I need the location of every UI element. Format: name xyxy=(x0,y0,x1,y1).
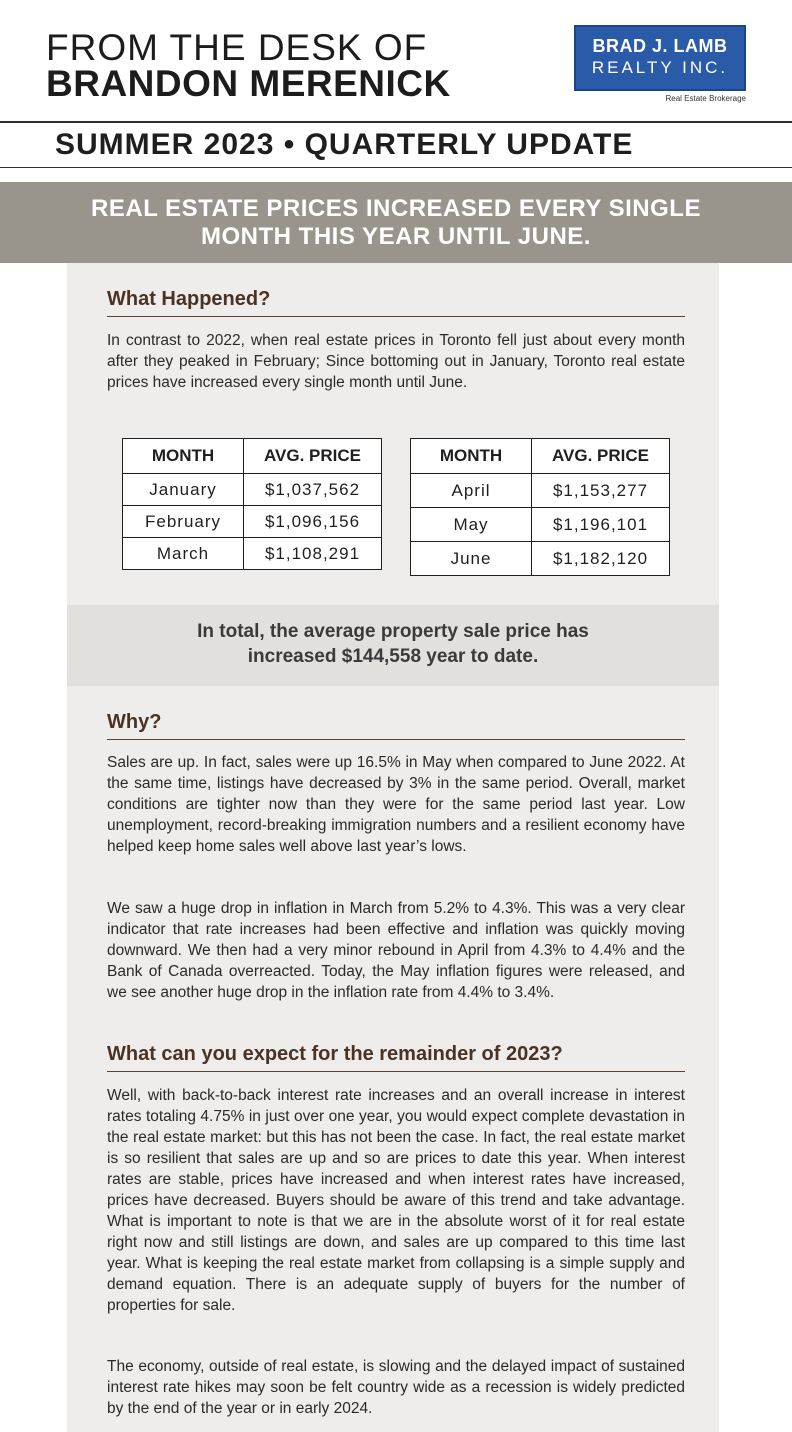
price-cell: $1,108,291 xyxy=(244,538,382,570)
page-header xyxy=(0,0,792,122)
price-cell: $1,182,120 xyxy=(532,542,670,576)
month-cell: May xyxy=(411,508,532,542)
table-row xyxy=(123,474,382,506)
month-cell: June xyxy=(411,542,532,576)
column-header-month: MONTH xyxy=(123,439,244,474)
quarter-title: SUMMER 2023 • QUARTERLY UPDATE xyxy=(55,128,634,161)
month-cell: February xyxy=(123,506,244,538)
from-line: FROM THE DESK OF xyxy=(46,27,428,68)
table-row xyxy=(411,508,670,542)
price-cell: $1,196,101 xyxy=(532,508,670,542)
why-heading: Why? xyxy=(107,710,685,740)
what-happened-heading: What Happened? xyxy=(107,287,685,317)
price-cell: $1,096,156 xyxy=(244,506,382,538)
price-table-right xyxy=(410,438,670,576)
headline-banner xyxy=(0,182,792,263)
brokerage-logo xyxy=(574,25,746,91)
header-divider-bottom xyxy=(0,167,792,168)
month-cell: April xyxy=(411,474,532,508)
column-header-month: MONTH xyxy=(411,439,532,474)
total-callout xyxy=(67,605,719,686)
callout-line-1: In total, the average property sale price has xyxy=(197,621,589,642)
table-row xyxy=(411,542,670,576)
what-happened-text: In contrast to 2022, when real estate prices in Toronto fell just about every month after they peaked in February; Since bottoming out in January, Toronto real estate prices have increased every single month until June. xyxy=(107,332,685,391)
expect-heading: What can you expect for the remainder of 2023? xyxy=(107,1042,685,1072)
expect-paragraph-1: Well, with back-to-back interest rate increases and an overall increase in interest rates totaling 4.75% in just over one year, you would expect complete devastation in the real estate market: but this has not been the case. In fact, the real estate market is so resilient that sales are up and so are prices to date this year. When interest rates are stable, prices have increased and when interest rates have increased, prices have decreased. Buyers should be aware of this trend and take advantage. What is important to note is that we are in the absolute worst of it for real estate right now and still listings are down, and sales are up compared to this time last year. What is keeping the real estate market from collapsing is a simple supply and demand equation. There is an adequate supply of buyers for the number of properties for sale. xyxy=(107,1087,685,1314)
why-paragraph-1: Sales are up. In fact, sales were up 16.5% in May when compared to June 2022. At the same time, listings have decreased by 3% in the same period. Overall, market conditions are tighter now than they were for the same period last year. Low unemployment, record-breaking immigration numbers and a resilient economy have helped keep home sales well above last year’s lows. xyxy=(107,754,685,855)
table-row xyxy=(123,538,382,570)
logo-line-1: BRAD J. LAMB xyxy=(592,36,728,56)
table-header-row xyxy=(411,439,670,474)
header-divider-top xyxy=(0,121,792,123)
banner-line-2: MONTH THIS YEAR UNTIL JUNE. xyxy=(201,223,591,250)
column-header-price: AVG. PRICE xyxy=(244,439,382,474)
month-cell: March xyxy=(123,538,244,570)
column-header-price: AVG. PRICE xyxy=(532,439,670,474)
why-paragraph-2: We saw a huge drop in inflation in March from 5.2% to 4.3%. This was a very clear indicator that rate increases had been effective and inflation was quickly moving downward. We then had a very minor rebound in April from 4.3% to 4.4% and the Bank of Canada overreacted. Today, the May inflation figures were released, and we see another huge drop in the inflation rate from 4.4% to 3.4%. xyxy=(107,900,685,1001)
table-header-row xyxy=(123,439,382,474)
author-name: BRANDON MERENICK xyxy=(46,63,451,104)
table-row xyxy=(123,506,382,538)
price-cell: $1,153,277 xyxy=(532,474,670,508)
table-row xyxy=(411,474,670,508)
expect-paragraph-2: The economy, outside of real estate, is slowing and the delayed impact of sustained interest rate hikes may soon be felt country wide as a recession is widely predicted by the end of the year or in early 2024. xyxy=(107,1358,685,1417)
month-cell: January xyxy=(123,474,244,506)
logo-line-2: REALTY INC. xyxy=(591,58,729,77)
price-cell: $1,037,562 xyxy=(244,474,382,506)
banner-line-1: REAL ESTATE PRICES INCREASED EVERY SINGLE xyxy=(91,195,701,222)
callout-line-2: increased $144,558 year to date. xyxy=(247,646,539,667)
logo-subtitle: Real Estate Brokerage xyxy=(665,94,746,103)
price-table-left xyxy=(122,438,382,570)
